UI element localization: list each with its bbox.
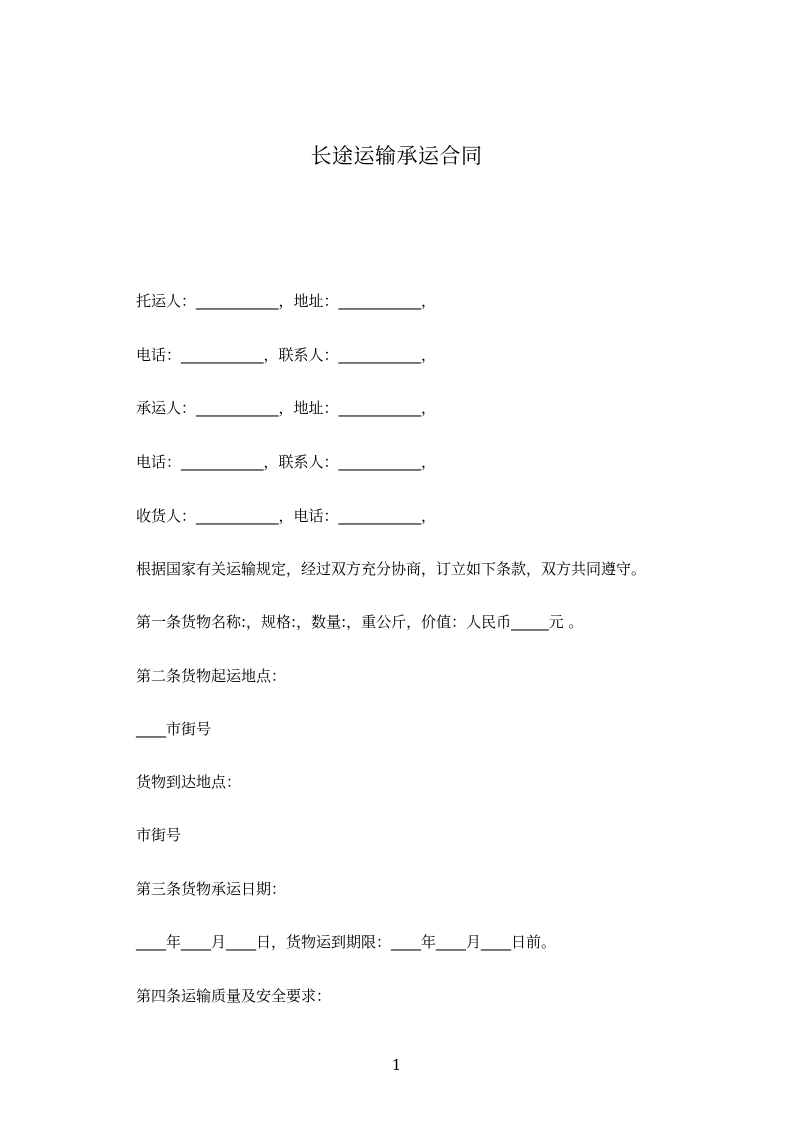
agreement-intro: 根据国家有关运输规定，经过双方充分协商，订立如下条款，双方共同遵守。 [136,560,647,578]
article-two-origin-heading: 第二条货物起运地点： [136,667,287,685]
destination-heading: 货物到达地点： [136,773,242,791]
destination-address-line: 市街号 [136,826,182,844]
origin-address-line: ____市街号 [136,720,212,738]
shipper-address-line: 托运人：___________，地址：___________， [136,292,437,310]
page-number: 1 [391,1056,402,1074]
consignee-line: 收货人：___________，电话：___________， [136,507,437,525]
article-three-date-heading: 第三条货物承运日期： [136,880,287,898]
carrier-address-line: 承运人：___________，地址：___________， [136,399,437,417]
document-title: 长途运输承运合同 [310,144,483,168]
carrier-contact-line: 电话：___________，联系人：___________， [136,453,437,471]
article-one-goods: 第一条货物名称:，规格:，数量:，重公斤，价值：人民币_____元 。 [136,613,584,631]
article-four-heading: 第四条运输质量及安全要求： [136,987,332,1005]
shipper-contact-line: 电话：___________，联系人：___________， [136,346,437,364]
shipping-date-line: ____年____月____日，货物运到期限：____年____月____日前。 [136,933,557,951]
